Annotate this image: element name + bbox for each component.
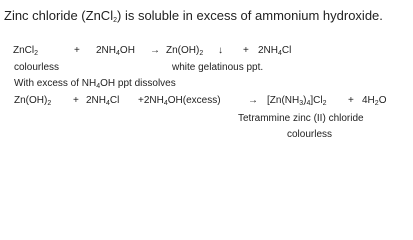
eq2-complex: $[Zn(NH_3)_4]Cl_2$ xyxy=(267,95,327,107)
eq2-water: $4H_2O$ xyxy=(362,95,387,107)
eq2-zinc-hydroxide: $Zn(OH)_2$ xyxy=(14,95,52,107)
eq1-zinc-chloride: ZnCl$_2$ xyxy=(13,45,39,57)
eq1-ammonium-chloride: $2NH_4Cl$ xyxy=(258,45,292,57)
heading-text-end: ) is soluble in excess of ammonium hydroxide. xyxy=(117,8,383,23)
eq1-arrow: → xyxy=(150,45,160,56)
label-colourless-1: colourless xyxy=(14,62,60,73)
statement-excess: With excess of $NH_4OH$ ppt dissolves xyxy=(14,78,176,90)
eq1-precipitate-arrow: ↓ xyxy=(218,45,223,56)
eq2-ammonium-hydroxide-excess: $+2NH_4OH(excess)$ xyxy=(138,95,221,107)
eq2-plus-1: + xyxy=(73,95,79,106)
heading: Zinc chloride (ZnCl$_2$) is soluble in excess of ammonium hydroxide. xyxy=(4,8,383,24)
heading-text: Zinc chloride (ZnCl xyxy=(4,8,114,23)
eq2-ammonium-chloride: $2NH_4Cl$ xyxy=(86,95,120,107)
eq2-plus-3: + xyxy=(348,95,354,106)
label-colourless-2: colourless xyxy=(287,129,333,140)
eq1-zinc-hydroxide: $Zn(OH)_2$ xyxy=(166,45,204,57)
label-complex-name: Tetrammine zinc (II) chloride xyxy=(238,113,364,124)
label-white-ppt: white gelatinous ppt. xyxy=(172,62,264,73)
eq1-ammonium-hydroxide: $2NH_4OH$ xyxy=(96,45,135,57)
eq2-arrow: → xyxy=(248,95,258,106)
eq1-plus-1: + xyxy=(74,45,80,56)
eq1-plus-2: + xyxy=(243,45,249,56)
